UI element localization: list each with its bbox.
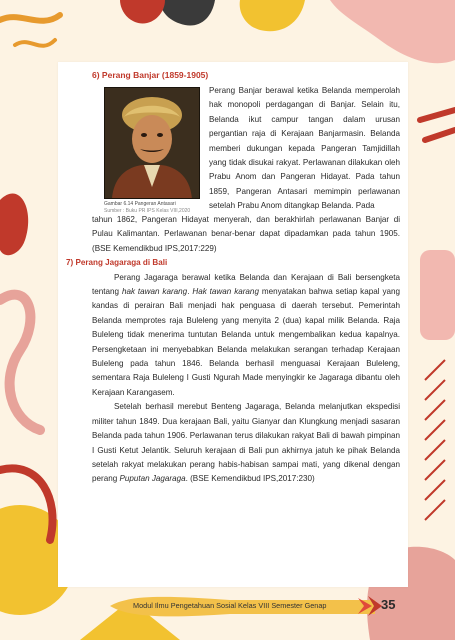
section7-paragraph-1: Perang Jagaraga berawal ketika Belanda dan Kerajaan di Bali bersengketa tentang hak tawan karang. Hak tawan karang menyatakan bahwa setiap kapal yang kandas di perairan Bali menjadi hak penguasa di daerah tersebut. Pemerintah Belanda memprotes raja Buleleng yang menyita 2 (dua) kapal milik Belanda. Raja Buleleng tidak menerima tuntutan Belanda untuk mengembalikan kedua kapalnya. Persengketaan ini menyebabkan Belanda melakukan serangan terhadap Kerajaan Buleleng pada tahun 1846. Belanda berhasil menguasai Kerajaan Buleleng, sementara Raja Buleleng I Gusti Ngurah Made menyingkir ke Jagaraga dibantu oleh Kerajaan Karangasem. [92, 272, 400, 397]
section6-continued-paragraph: tahun 1862, Pangeran Hidayat menyerah, dan berakhirlah perlawanan Banjar di Pulau Kalimantan. Perlawanan benar-benar dapat dipadamkan pada tahun 1905. (BSE Kemendikbud IPS,2017:229) [92, 215, 400, 253]
page-number: 35 [381, 597, 396, 612]
figure-caption-title: Gambar 6.14 Pangeran Antasari [104, 201, 176, 207]
pangeran-antasari-portrait [104, 87, 200, 199]
section7-paragraph-2: Setelah berhasil merebut Benteng Jagaraga, Belanda melanjutkan ekspedisi militer tahun 1849. Dua kerajaan Bali, yaitu Gianyar dan Klungkung menjadi sasaran Belanda pada tahun 1906. Perlawanan terus dilakukan rakyat Bali di bawah pimpinan I Gusti Ketut Jelantik. Seluruh kerajaan di Bali pun akhirnya jatuh ke pihak Belanda setelah rakyat melakukan perang habis-habisan sampai mati, yang dikenal dengan perang Puputan Jagaraga. (BSE Kemendikbud IPS,2017:230) [92, 402, 400, 484]
main-text [66, 213, 400, 487]
section6-float-paragraph: Perang Banjar berawal ketika Belanda memperolah hak monopoli perdagangan di Banjar. Selain itu, Belanda ikut campur tangan dalam urusan pergantian raja di Kerajaan Banjarmasin. Belanda memberi dukungan kepada Pangeran Tamjidillah yang tidak disukai rakyat. Perlawanan dilakukan oleh Prabu Anom dan Pangeran Hidayat. Pada tahun 1859, Pangeran Antasari memimpin perlawanan setelah Prabu Anom ditangkap Belanda. Pada [209, 86, 400, 211]
footer-title: Modul Ilmu Pengetahuan Sosial Kelas VIII Semester Genap [133, 601, 327, 610]
figure-caption-source: Sumber : Buku PR IPS Kelas VIII,2020 [104, 208, 191, 214]
section6-heading: 6) Perang Banjar (1859-1905) [92, 70, 209, 80]
section7-heading: 7) Perang Jagaraga di Bali [66, 258, 168, 268]
